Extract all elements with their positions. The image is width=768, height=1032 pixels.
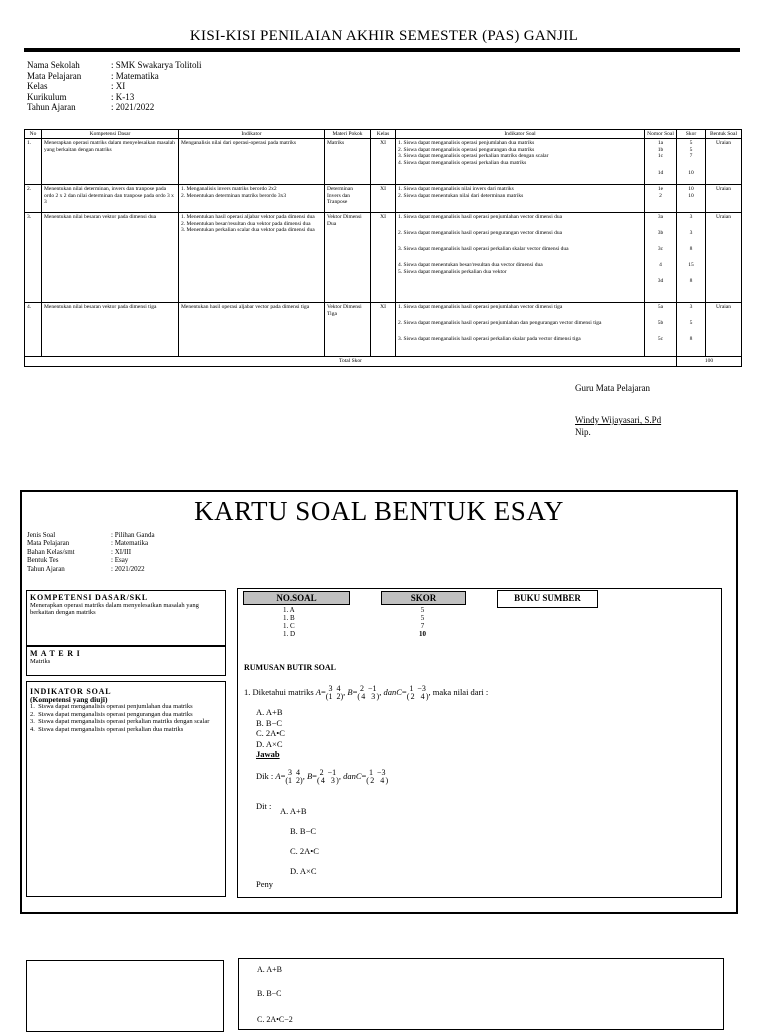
bottom-left-box — [26, 960, 224, 1032]
nosoal-header: NO.SOAL — [243, 591, 350, 605]
info-key: Kelas — [27, 81, 48, 91]
info-key: Tahun Ajaran — [27, 102, 76, 112]
card-info-value: : Pilihan Ganda — [111, 531, 155, 539]
cell-nomor: 1a 1b 1c 1d — [645, 139, 677, 185]
indikator-subtitle: (Kompetensi yang diuji) — [30, 694, 108, 704]
cell-kelas: XI — [371, 185, 396, 213]
info-value: : Matematika — [111, 70, 159, 81]
info-value: : 2021/2022 — [111, 102, 155, 112]
indikator-item: 1. Siswa dapat menganalisis operasi penjumlahan dua matriks — [30, 703, 193, 711]
cell-skor: 5 5 7 10 — [677, 139, 706, 185]
answer-line: C. 2A•C−2 — [257, 1015, 293, 1024]
cell-kelas: XI — [371, 213, 396, 303]
cell-materi: Matriks — [325, 139, 371, 185]
materi-box — [26, 646, 226, 676]
cell-kd: Menentukan nilai determinan, invers dan tranpose pada ordo 2 x 2 dan nilai determinan dan tranpose pada ordo 3 x 3 — [42, 185, 179, 213]
info-row — [27, 102, 201, 113]
info-row — [27, 92, 201, 103]
matrix-c: (1 −3 2 4) — [406, 684, 429, 701]
kisi-table — [24, 129, 742, 367]
table-row — [25, 213, 742, 303]
header-indikator-soal: Indikator Soal — [396, 130, 645, 139]
cell-indikator-soal: 1. Siswa dapat menganalisis nilai invers dari matriks 2. Siswa dapat menentukan nilai dari determinan matriks — [396, 185, 645, 213]
cell-nomor: 5a 5b 5c — [645, 303, 677, 357]
info-value: : SMK Swakarya Tolitoli — [111, 60, 202, 70]
indikator-title: INDIKATOR SOAL — [30, 687, 112, 696]
indikator-item: 2. Siswa dapat menganalisis operasi pengurangan dua matriks — [30, 710, 193, 718]
soal-item: 2. Siswa dapat menganalisis operasi pengurangan dua matriks — [398, 146, 535, 153]
header-indikator: Indikator — [179, 130, 325, 139]
soal-item: 3. Siswa dapat menganalisis operasi perkalian matriks dengan scalar — [398, 153, 549, 160]
cell-skor: 3 3 8 15 8 — [677, 213, 706, 303]
table-row — [25, 185, 742, 213]
option-d: D. A×C — [256, 738, 283, 749]
kd-title: KOMPETENSI DASAR/SKL — [30, 593, 149, 602]
indikator-item: 3. Siswa dapat menganalisis operasi perkalian matriks dengan scalar — [30, 718, 210, 726]
option-c: C. 2A•C — [256, 728, 285, 738]
card-info — [27, 531, 155, 573]
header-skor: Skor — [677, 130, 706, 139]
soal-item: 4. Siswa dapat menganalisis operasi perkalian dua matriks — [398, 159, 527, 166]
total-row — [25, 357, 742, 366]
card-info-value: : Esay — [111, 556, 129, 565]
peny-label: Peny — [256, 879, 273, 889]
question-box — [237, 588, 722, 898]
answer-line: A. A+B — [257, 965, 282, 974]
table-header-row — [25, 130, 742, 139]
materi-text: Matriks — [30, 657, 51, 665]
table-row — [25, 303, 742, 357]
cell-materi: Vektor Dimensi Dua — [325, 213, 371, 303]
card-info-value: : 2021/2022 — [111, 564, 145, 573]
info-value: : XI — [111, 81, 126, 91]
header-materi: Materi Pokok — [325, 130, 371, 139]
header-kelas: Kelas — [371, 130, 396, 139]
cell-materi: Determinan Invers dan Tranpose — [325, 185, 371, 213]
matrix-a: (3 4 1 2) — [325, 684, 344, 701]
cell-nomor: 3a 3b 3c 4 3d — [645, 213, 677, 303]
cell-bentuk: Uraian — [706, 139, 742, 185]
cell-indikator: Menentukan hasil operasi aljabar vector pada dimensi tiga — [179, 303, 325, 357]
cell-skor: 10 10 — [677, 185, 706, 213]
info-key: Mata Pelajaran — [27, 70, 82, 81]
kd-box — [26, 590, 226, 646]
cell-materi: Vektor Dimensi Tiga — [325, 303, 371, 357]
cell-nomor: 1e 2 — [645, 185, 677, 213]
dit-list: A. A+B B. B−C C. 2A•C D. A×C — [280, 806, 319, 876]
answer-line: B. B−C — [257, 989, 282, 998]
signature-nip: Nip. — [575, 427, 591, 437]
skor-header: SKOR — [381, 591, 466, 605]
rumusan-title: RUMUSAN BUTIR SOAL — [244, 663, 337, 672]
card-info-key: Bentuk Tes — [27, 556, 59, 565]
info-row — [27, 81, 201, 92]
cell-no: 4. — [25, 303, 42, 357]
cell-kd: Menentukan nilai besaran vektor pada dimensi tiga — [42, 303, 179, 357]
cell-indikator-soal — [396, 139, 645, 185]
soal-item: 1. Siswa dapat menganalisis operasi penjumlahan dua matriks — [398, 140, 535, 147]
info-row — [27, 60, 201, 71]
kd-text: Menerapkan operasi matriks dalam menyelesaikan masalah yang berkaitan dengan matriks — [30, 601, 199, 617]
cell-no: 2. — [25, 185, 42, 213]
header-bentuk: Bentuk Soal — [706, 130, 742, 139]
header-no: No — [25, 130, 42, 139]
option-b: B. B−C — [256, 717, 283, 728]
school-info — [27, 60, 201, 113]
jawab-label: Jawab — [256, 749, 280, 759]
signature-name: Windy Wijayasari, S.Pd — [575, 415, 662, 425]
cell-kelas: XI — [371, 303, 396, 357]
info-value: : K-13 — [111, 91, 135, 102]
cell-no: 1. — [25, 139, 42, 185]
materi-title: M A T E R I — [30, 649, 81, 658]
signature-role: Guru Mata Pelajaran — [575, 383, 650, 393]
cell-indikator-soal: 1. Siswa dapat menganalisis hasil operasi penjumlahan vector dimensi dua 2. Siswa dapat menganalisis hasil operasi pengurangan vector dimensi dua 3. Siswa dapat menganalisis hasil operasi perkalian skalar vector dimensi dua 4. Siswa dapat menentukan besar/resultan dua vector dimensi dua 5. Siswa dapat menganalisis perkalian dua vektor — [396, 213, 645, 303]
card-info-value: : XI/III — [111, 547, 132, 556]
card-info-key: Mata Pelajaran — [27, 539, 70, 548]
cell-indikator: Menganalisis nilai dari operasi-operasi pada matriks — [179, 139, 325, 185]
matrix-b: (2 −1 4 3) — [357, 684, 380, 701]
cell-bentuk: Uraian — [706, 185, 742, 213]
total-value: 100 — [677, 357, 742, 366]
card-info-key: Tahun Ajaran — [27, 564, 65, 573]
cell-no: 3. — [25, 213, 42, 303]
card-info-key: Bahan Kelas/smt — [27, 547, 75, 556]
info-key: Nama Sekolah — [27, 60, 80, 70]
page-title: KISI-KISI PENILAIAN AKHIR SEMESTER (PAS) GANJIL — [189, 28, 579, 44]
dit-label: Dit : — [256, 801, 272, 811]
cell-skor: 3 5 8 — [677, 303, 706, 357]
cell-bentuk: Uraian — [706, 213, 742, 303]
indikator-item: 4. Siswa dapat menganalisis operasi perkalian dua matriks — [30, 725, 184, 733]
option-a: A. A+B — [256, 707, 283, 717]
info-key: Kurikulum — [27, 91, 67, 102]
buku-sumber-header: BUKU SUMBER — [497, 590, 598, 608]
card-title: KARTU SOAL BENTUK ESAY — [194, 496, 564, 526]
title-rule — [24, 48, 740, 52]
cell-bentuk: Uraian — [706, 303, 742, 357]
card-info-key: Jenis Soal — [27, 531, 56, 539]
indikator-box — [26, 681, 226, 897]
bottom-answer-box — [238, 958, 724, 1030]
dik-line: Dik : A=(3 4 1 2), B=(2 −1 4 3), danC=(1 −3 2 4) — [256, 768, 389, 785]
cell-kelas: XI — [371, 139, 396, 185]
header-kd: Kompetensi Dasar — [42, 130, 179, 139]
table-row — [25, 139, 742, 185]
skor-list: 5 5 7 10 — [419, 606, 426, 638]
options-list — [256, 707, 285, 760]
info-row — [27, 71, 201, 82]
cell-indikator-soal: 1. Siswa dapat menganalisis hasil operasi penjumlahan vector dimensi tiga 2. Siswa dapat menganalisis hasil operasi penjumlahan dan pengurangan vector dimensi tiga 3. Siswa dapat menganalisis hasil operasi perkalian skalar pada vector dimensi tiga — [396, 303, 645, 357]
cell-indikator: 1. Menganalisis invers matriks berordo 2x2 2. Menentukan determinan matriks berordo 3x3 — [179, 185, 325, 213]
total-label: Total Skor — [25, 357, 677, 366]
cell-kd: Menerapkan operasi matriks dalam menyelesaikan masalah yang berkaitan dengan matriks — [42, 139, 179, 185]
nosoal-list: 1. A 1. B 1. C 1. D — [283, 606, 296, 638]
cell-kd: Menentukan nilai besaran vektor pada dimensi dua — [42, 213, 179, 303]
cell-indikator: 1. Menentukan hasil operasi aljabar vektor pada dimensi dua 2. Menentukan besar/resultan dua vektor pada dimensi dua 3. Menentukan perkalian scalar dua vektor pada dimensi dua — [179, 213, 325, 303]
header-nomor: Nomor Soal — [645, 130, 677, 139]
question-statement: 1. Diketahui matriks A=(3 4 1 2), B=(2 −1 4 3), danC=(1 −3 2 4), maka nilai dari : — [244, 684, 489, 701]
card-info-value: : Matematika — [111, 539, 149, 548]
